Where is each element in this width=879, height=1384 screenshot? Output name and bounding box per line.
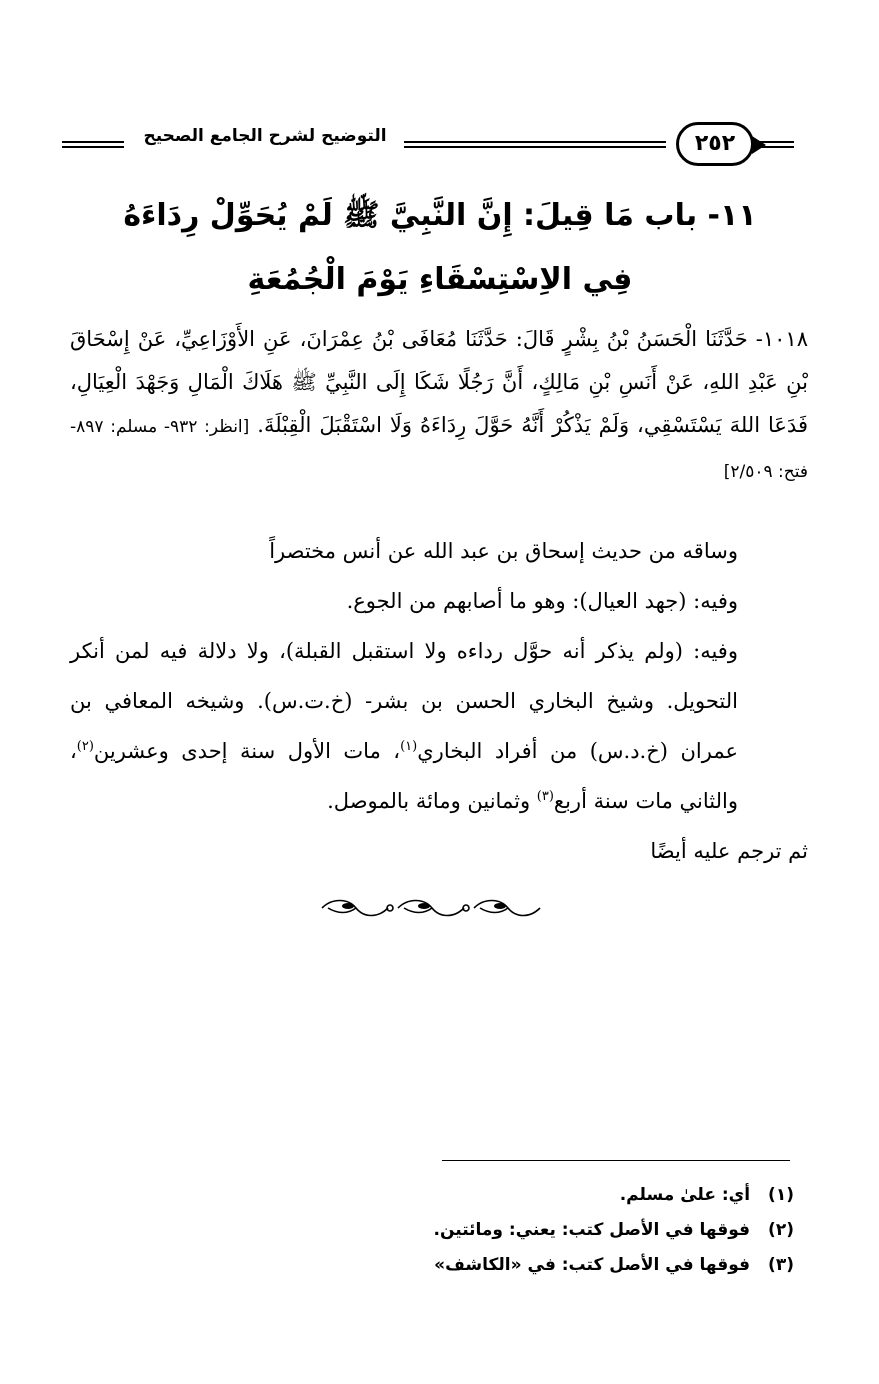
chapter-heading-line-1: ١١- باب مَا قِيلَ: إِنَّ النَّبِيَّ ﷺ لَمْ يُحَوِّلْ رِدَاءَهُ bbox=[123, 198, 757, 233]
page-number: ٢٥٢ bbox=[676, 122, 754, 166]
footnote-ref-2[interactable]: (٢) bbox=[76, 739, 94, 754]
commentary-text: ، مات الأول سنة إحدى وعشرين bbox=[93, 739, 401, 763]
footnote-text: فوقها في الأصل كتب: في «الكاشف» bbox=[434, 1255, 751, 1275]
footnote-1 bbox=[70, 1178, 794, 1213]
commentary-paragraph-4: ثم ترجم عليه أيضًا bbox=[650, 839, 808, 863]
header-rule-right bbox=[752, 141, 794, 148]
footnote-2 bbox=[70, 1213, 794, 1248]
footnote-ref-1[interactable]: (١) bbox=[400, 739, 418, 754]
hadith-text bbox=[70, 318, 808, 494]
footnote-number: (١) bbox=[768, 1185, 794, 1205]
footnote-3 bbox=[70, 1248, 794, 1283]
footnote-number: (٢) bbox=[768, 1220, 794, 1240]
commentary-paragraph-2: وفيه: (جهد العيال): وهو ما أصابهم من الجوع. bbox=[346, 589, 738, 613]
commentary-paragraph-3 bbox=[70, 626, 808, 826]
header-rule-left bbox=[62, 141, 124, 148]
chapter-heading bbox=[90, 184, 790, 312]
footnote-number: (٣) bbox=[768, 1255, 794, 1275]
commentary bbox=[70, 526, 808, 876]
commentary-text: وفيه: (ولم يذكر أنه حوَّل رداءه ولا استقبل القبلة)، ولا دلالة فيه لمن أنكر التحويل. وشيخ البخاري الحسن بن بشر- (خ.ت.س). وشيخه المعافي بن عمران (خ.د.س) من أفراد البخاري bbox=[70, 639, 738, 763]
chapter-heading-line-2: فِي الاِسْتِسْقَاءِ يَوْمَ الْجُمُعَةِ bbox=[247, 262, 633, 297]
footnote-ref-3[interactable]: (٣) bbox=[536, 789, 554, 804]
commentary-text: وثمانين ومائة بالموصل. bbox=[327, 789, 537, 813]
header-rule-middle bbox=[404, 141, 666, 148]
commentary-text: ، والثاني مات سنة أربع bbox=[70, 739, 738, 813]
hadith-reference: [انظر: ٩٣٢- مسلم: ٨٩٧- فتح: ٢/٥٠٩] bbox=[70, 417, 808, 482]
footnote-text: أي: علىٰ مسلم. bbox=[619, 1185, 751, 1205]
decorative-ornament-icon bbox=[318, 896, 546, 920]
page-header bbox=[62, 120, 794, 172]
commentary-paragraph-1: وساقه من حديث إسحاق بن عبد الله عن أنس مختصراً bbox=[269, 539, 738, 563]
footnote-separator bbox=[442, 1160, 790, 1161]
running-title: التوضيح لشرح الجامع الصحيح bbox=[143, 126, 387, 146]
footnote-text: فوقها في الأصل كتب: يعني: ومائتين. bbox=[433, 1220, 751, 1240]
hadith-body: ١٠١٨- حَدَّثَنَا الْحَسَنُ بْنُ بِشْرٍ قَالَ: حَدَّثَنَا مُعَافَى بْنُ عِمْرَانَ، عَنِ الأَوْزَاعِيِّ، عَنْ إِسْحَاقَ بْنِ عَبْدِ اللهِ، عَنْ أَنَسِ بْنِ مَالِكٍ، أَنَّ رَجُلًا شَكَا إِلَى النَّبِيِّ ﷺ هَلَاكَ الْمَالِ وَجَهْدَ الْعِيَالِ، فَدَعَا اللهَ يَسْتَسْقِي، وَلَمْ يَذْكُرْ أَنَّهُ حَوَّلَ رِدَاءَهُ وَلَا اسْتَقْبَلَ الْقِبْلَةَ. bbox=[70, 327, 808, 437]
footnotes bbox=[70, 1178, 794, 1283]
